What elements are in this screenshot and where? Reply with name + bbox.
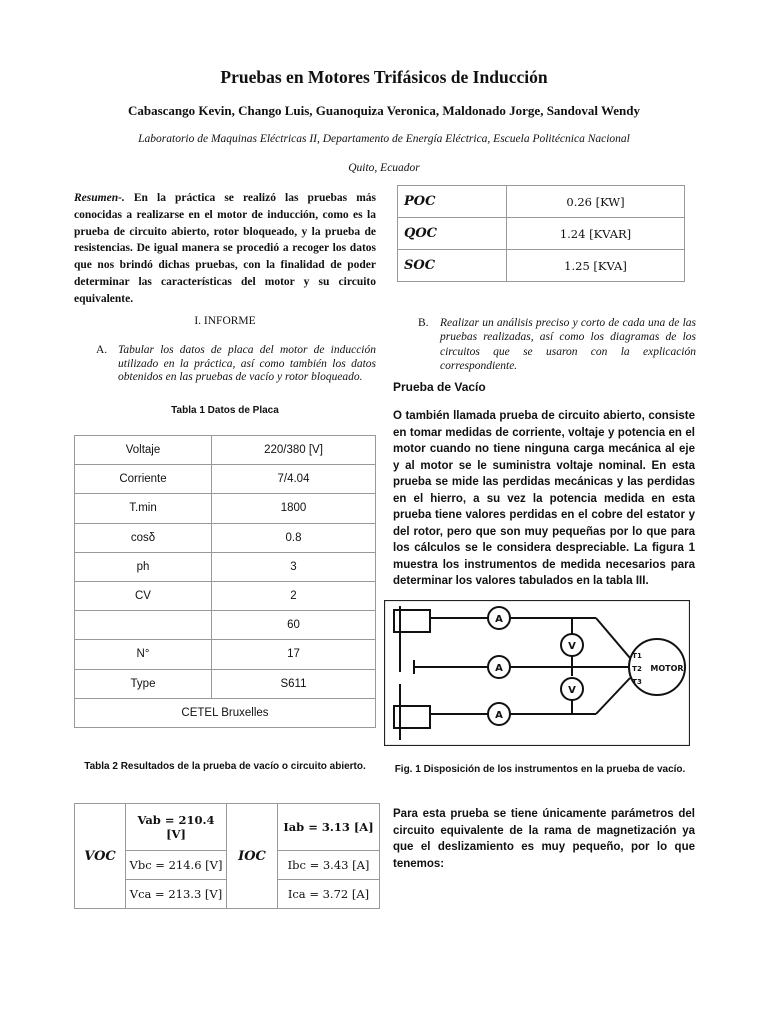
abstract [74, 190, 376, 308]
item-b-label: B. [418, 317, 429, 329]
item-a-text: Tabular los datos de placa del motor de inducción utilizado en la práctica, así como también los datos obtenidos en las pruebas de vacío y rotor bloqueado. [118, 344, 376, 384]
table-cell: 1.25 [KVA] [507, 250, 685, 282]
vca-value: Vca = 213.3 [V] [126, 880, 227, 909]
terminal-t1: T1 [632, 652, 642, 660]
table-cell [75, 611, 212, 640]
ioc-label: IOC [227, 804, 278, 909]
abstract-lead: Resumen-. [74, 192, 125, 204]
table-cell: 220/380 [V] [212, 436, 376, 465]
ammeter-label: A [495, 614, 503, 625]
item-a-label: A. [96, 344, 108, 356]
terminal-t3: T3 [632, 678, 642, 686]
motor-label: MOTOR [650, 664, 684, 673]
table-row [75, 698, 376, 727]
table-cell: CV [75, 581, 212, 610]
subsection-heading: Prueba de Vacío [393, 380, 486, 394]
ica-value: Ica = 3.72 [A] [278, 880, 380, 909]
table-cell: 1.24 [KVAR] [507, 218, 685, 250]
table-cell: T.min [75, 494, 212, 523]
table-cell: Type [75, 669, 212, 698]
table-datos-placa [74, 435, 376, 728]
table-cell: POC [398, 186, 507, 218]
table-cell: 17 [212, 640, 376, 669]
table-cell: ph [75, 552, 212, 581]
paper-title: Pruebas en Motores Trifásicos de Inducción [220, 67, 548, 87]
table-row [75, 581, 376, 610]
table-row [75, 552, 376, 581]
voltmeter-label: V [568, 641, 576, 652]
table-prueba-vacio [74, 803, 380, 909]
table-cell: 0.26 [KW] [507, 186, 685, 218]
figure-caption: Fig. 1 Disposición de los instrumentos en la prueba de vacío. [394, 764, 686, 775]
table-cell: Corriente [75, 465, 212, 494]
voc-label: VOC [75, 804, 126, 909]
authors: Cabascango Kevin, Chango Luis, Guanoquiza Veronica, Maldonado Jorge, Sandoval Wendy [127, 103, 641, 118]
table-cell: 1800 [212, 494, 376, 523]
table-cell: 3 [212, 552, 376, 581]
item-b-text: Realizar un análisis preciso y corto de cada una de las pruebas realizadas, así como los diagramas de los circuitos que se usaron con la explicación correspondiente. [440, 317, 696, 373]
table-cell: QOC [398, 218, 507, 250]
table-cell: N° [75, 640, 212, 669]
ibc-value: Ibc = 3.43 [A] [278, 851, 380, 880]
table-row [398, 250, 685, 282]
table-cell: 0.8 [212, 523, 376, 552]
iab-value: Iab = 3.13 [A] [278, 804, 380, 851]
table-row [398, 186, 685, 218]
table-row [75, 640, 376, 669]
table-row [75, 436, 376, 465]
table-row [75, 804, 380, 851]
affiliation: Laboratorio de Maquinas Eléctricas II, Departamento de Energía Eléctrica, Escuela Politécnica Nacional [138, 133, 630, 145]
vbc-value: Vbc = 214.6 [V] [126, 851, 227, 880]
ammeter-label: A [495, 663, 503, 674]
table-cell: 7/4.04 [212, 465, 376, 494]
table-cell: Voltaje [75, 436, 212, 465]
table-row [398, 218, 685, 250]
city: Quito, Ecuador [348, 162, 420, 174]
table-cell: 60 [212, 611, 376, 640]
table-potencias [397, 185, 685, 282]
table-cell: 2 [212, 581, 376, 610]
table-row [75, 465, 376, 494]
body-paragraph: Para esta prueba se tiene únicamente parámetros del circuito equivalente de la rama de magnetización ya que el deslizamiento es muy pequeño, por lo que tenemos: [393, 808, 695, 870]
table-row [75, 494, 376, 523]
table-footer-cell: CETEL Bruxelles [75, 698, 376, 727]
ammeter-label: A [495, 710, 503, 721]
table-cell: cosδ [75, 523, 212, 552]
table-row [75, 523, 376, 552]
body-paragraph: O también llamada prueba de circuito abierto, consiste en tomar medidas de corriente, voltaje y potencia en el motor cuando no tiene ninguna carga mecánica al eje y al motor se le suministra voltaje nominal. En esta prueba se mide las perdidas mecánicas y las perdidas en el hierro, a su vez la potencia medida en esta prueba tiene valores perdidas en el cobre del estator y del rotor, pero que son muy pequeñas por lo que para los cálculos se le considera despreciable. La figura 1 muestra los instrumentos de medida necesarios para determinar los valores tabulados en la tabla III. [393, 410, 695, 587]
table-cell: SOC [398, 250, 507, 282]
section-title: I. INFORME [194, 315, 256, 327]
item-a [96, 344, 376, 385]
abstract-text: En la práctica se realizó las pruebas más conocidas a realizarse en el motor de inducción, como es la prueba de circuito abierto, rotor bloqueado, y la prueba de resistencias. De igual manera se procedió a recoger los datos que nos brindó dichas pruebas, con la finalidad de poder determinar las características del motor y su circuito equivalente. [74, 192, 377, 305]
table1-caption: Tabla 1 Datos de Placa [171, 405, 279, 416]
voltmeter-label: V [568, 685, 576, 696]
circuit-diagram [384, 600, 690, 746]
terminal-t2: T2 [632, 665, 642, 673]
table-row [75, 611, 376, 640]
table2-caption: Tabla 2 Resultados de la prueba de vacío o circuito abierto. [84, 761, 366, 772]
table-cell: S611 [212, 669, 376, 698]
table-row [75, 669, 376, 698]
item-b [418, 316, 696, 374]
vab-value: Vab = 210.4 [V] [126, 804, 227, 851]
